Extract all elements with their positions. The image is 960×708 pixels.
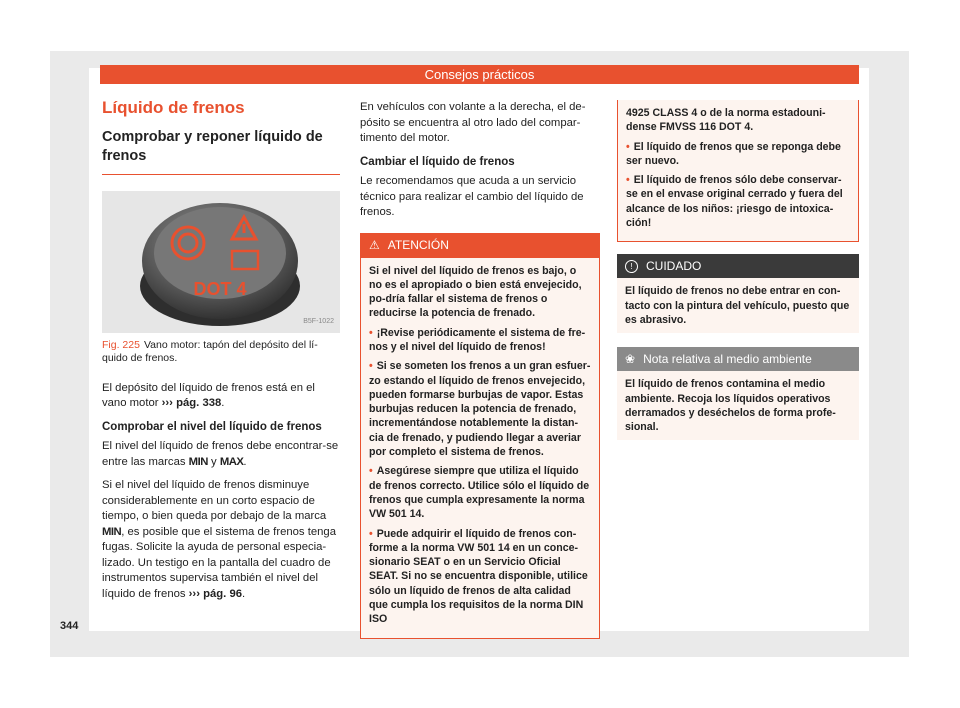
warning-bullet: • Puede adquirir el líquido de frenos con-forme a la norma VW 501 14 en un conce-sionario SEAT o en un Servicio Oficial SEAT. Si no se encuentra disponible, utilice sólo un líquido de frenos de alta calidad que cumpla los requisitos de la norma DIN ISO xyxy=(369,527,591,627)
column-1 xyxy=(102,100,340,610)
figure-number: Fig. 225 xyxy=(102,338,140,351)
paragraph-service: Le recomendamos que acuda a un servicio técnico para realizar el cambio del líquido de frenos. xyxy=(360,175,584,218)
page-reference-link[interactable]: ››› pág. 96 xyxy=(188,587,243,600)
min-mark: MIN xyxy=(188,455,208,468)
subtitle-rule xyxy=(102,174,340,175)
environment-title: Nota relativa al medio ambiente xyxy=(643,351,812,366)
column-3 xyxy=(617,100,859,440)
environment-header xyxy=(617,347,859,371)
environment-body: El líquido de frenos contamina el medio ambiente. Recoja los líquidos operativos derramados y deséchelos de forma profe-sional. xyxy=(625,378,836,434)
paragraph-leak xyxy=(102,478,340,602)
paragraph-text: , es posible que el sistema de frenos tenga fugas. Solicite la ayuda de personal especia-lizado. Un testigo en la pantalla del cuadro de instrumentos supervisa también el nivel del líquido de frenos xyxy=(102,525,336,600)
warning-body xyxy=(361,258,599,638)
page-reference-link[interactable]: ››› pág. 338 xyxy=(161,397,222,409)
dot4-cap-label: DOT 4 xyxy=(193,278,247,299)
paragraph-text: El depósito del líquido de frenos está en el vano motor xyxy=(102,381,315,409)
paragraph-text: El nivel del líquido de frenos debe encontrar-se entre las marcas xyxy=(102,440,339,468)
care-title: CUIDADO xyxy=(646,258,702,273)
paragraph-location xyxy=(102,381,340,412)
paragraph-end: . xyxy=(221,397,225,409)
warning-bullet: • El líquido de frenos que se reponga debe ser nuevo. xyxy=(626,140,850,169)
page-number: 344 xyxy=(60,620,79,632)
section-header: Consejos prácticos xyxy=(100,65,859,84)
care-box xyxy=(617,254,859,333)
warning-box-continued xyxy=(617,100,859,242)
warning-bullet: • Asegúrese siempre que utiliza el líquido de frenos correcto. Utilice sólo el líquido de frenos que cumpla expresamente la norma VW 501 14. xyxy=(369,464,591,521)
figure-caption-text: Vano motor: tapón del depósito del lí-quido de frenos. xyxy=(102,338,318,364)
warning-header xyxy=(361,234,599,258)
warning-bullet: • El líquido de frenos sólo debe conservar-se en el envase original cerrado y fuera del alcance de los niños: ¡riesgo de intoxica-ción! xyxy=(626,173,850,230)
warning-triangle-icon: ⚠ xyxy=(369,237,380,252)
warning-bullet: • ¡Revise periódicamente el sistema de fre-nos y el nivel del líquido de frenos! xyxy=(369,326,591,355)
brake-fluid-cap-figure xyxy=(102,191,340,333)
environment-box xyxy=(617,347,859,440)
leaf-icon: ❀ xyxy=(625,351,636,366)
figure-code: B5F-1022 xyxy=(303,318,334,325)
max-mark: MAX xyxy=(219,455,244,468)
figure-caption xyxy=(102,339,340,365)
warning-title: ATENCIÓN xyxy=(387,237,449,252)
warning-bullet: • Si se someten los frenos a un gran esfuer-zo estando el líquido de frenos envejecido, pueden formarse burbujas de vapor. Estas burbujas reducen la potencia de frenado, incrementándose notablemente la distan-cia de frenado, y pudiendo llegar a averiar por completo el sistema de frenos. xyxy=(369,359,591,459)
warning-continued-text: 4925 CLASS 4 o de la norma estadouni-dense FMVSS 116 DOT 4. xyxy=(626,107,826,134)
paragraph-end: . xyxy=(243,455,247,468)
notice-circle-icon: ! xyxy=(625,260,638,273)
page-title: Líquido de frenos xyxy=(102,98,245,117)
section-subtitle: Comprobar y reponer líquido de frenos xyxy=(102,128,323,164)
care-header xyxy=(617,254,859,278)
paragraph-text: Si el nivel del líquido de frenos disminuye considerablemente en un corto espacio de tiempo, o bien queda por debajo de la marca xyxy=(102,479,327,522)
warning-intro: Si el nivel del líquido de frenos es bajo, o no es el apropiado o bien está envejecido, po-dría fallar el sistema de frenos o reducirse la potencia de frenado. xyxy=(369,264,582,320)
care-body: El líquido de frenos no debe entrar en con-tacto con la pintura del vehículo, puesto que es abrasivo. xyxy=(625,285,850,326)
paragraph-end: . xyxy=(242,587,246,600)
paragraph-rhd: En vehículos con volante a la derecha, el de-pósito se encuentra al otro lado del compar-timento del motor. xyxy=(360,101,586,144)
warning-continued-body xyxy=(618,100,858,241)
heading-check-level: Comprobar el nivel del líquido de frenos xyxy=(102,420,322,433)
heading-change-fluid: Cambiar el líquido de frenos xyxy=(360,155,515,168)
min-mark: MIN xyxy=(102,525,122,538)
conjunction: y xyxy=(211,455,217,468)
brake-fluid-cap-illustration xyxy=(102,191,340,333)
warning-box xyxy=(360,233,600,639)
column-2 xyxy=(360,100,600,639)
paragraph-marks xyxy=(102,439,340,470)
